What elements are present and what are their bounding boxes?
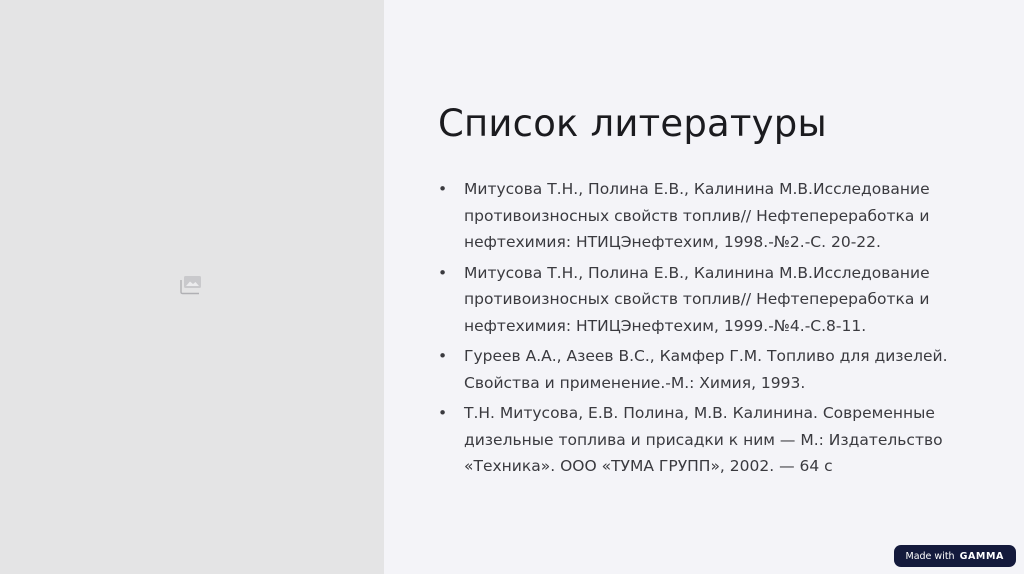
reference-text: Митусова Т.Н., Полина Е.В., Калинина М.В.Исследование противоизносных свойств топлив// Нефтепереработка и нефтехимия: НТИЦЭнефтехим, 1999.-№4.-С.8-11. <box>464 263 930 335</box>
content-area <box>438 102 958 484</box>
bullet-icon: • <box>438 347 448 366</box>
reference-text: Гуреев А.А., Азеев В.С., Камфер Г.М. Топливо для дизелей. Свойства и применение.-М.: Химия, 1993. <box>464 347 948 392</box>
image-panel <box>0 0 384 574</box>
gamma-logo: GAMMA <box>959 550 1004 562</box>
bullet-icon: • <box>438 404 448 423</box>
image-placeholder-icon <box>179 275 203 295</box>
bullet-icon: • <box>438 180 448 199</box>
bullet-icon: • <box>438 263 448 282</box>
reference-text: Т.Н. Митусова, Е.В. Полина, М.В. Калинина. Современные дизельные топлива и присадки к ним — М.: Издательство «Техника». ООО «ТУМА ГРУПП», 2002. — 64 с <box>464 404 943 476</box>
reference-item <box>438 176 958 256</box>
reference-item <box>438 260 958 340</box>
reference-item <box>438 400 958 480</box>
slide-title: Список литературы <box>438 102 827 145</box>
made-with-gamma-badge[interactable] <box>894 545 1017 567</box>
reference-item <box>438 343 958 396</box>
reference-list <box>438 176 958 480</box>
badge-prefix: Made with <box>905 550 955 562</box>
reference-text: Митусова Т.Н., Полина Е.В., Калинина М.В.Исследование противоизносных свойств топлив// Нефтепереработка и нефтехимия: НТИЦЭнефтехим, 1998.-№2.-С. 20-22. <box>464 180 930 252</box>
